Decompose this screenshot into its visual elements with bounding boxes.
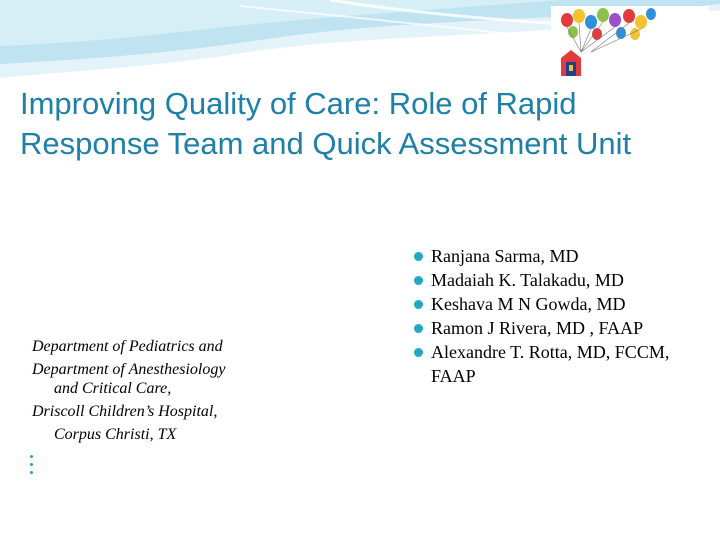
bullet-icon (414, 252, 423, 261)
list-item (412, 292, 712, 316)
affiliation-text: Department of Anesthesiology (32, 361, 226, 378)
affiliation-line (32, 360, 332, 398)
author-list (412, 244, 712, 388)
list-item (412, 340, 681, 388)
affiliation-line: Corpus Christi, TX (54, 426, 177, 443)
author-name: Ranjana Sarma, MD (431, 246, 579, 266)
affiliation-text: and Critical Care, (54, 380, 172, 397)
bullet-icon (414, 324, 423, 333)
list-item (412, 268, 712, 292)
bullet-icon (414, 300, 423, 309)
slide-title: Improving Quality of Care: Role of Rapid Response Team and Quick Assessment Unit (20, 86, 632, 162)
affiliation (32, 337, 332, 448)
author-name: Alexandre T. Rotta, MD, FCCM, FAAP (431, 342, 670, 386)
list-item (412, 244, 712, 268)
author-name: Ramon J Rivera, MD , FAAP (431, 318, 644, 338)
bullet-icon (414, 348, 423, 357)
affiliation-line: Department of Pediatrics and (32, 338, 223, 355)
bullet-icon (414, 276, 423, 285)
balloons-icon (551, 6, 709, 82)
author-name: Madaiah K. Talakadu, MD (431, 270, 624, 290)
author-name: Keshava M N Gowda, MD (431, 294, 626, 314)
affiliation-line: Driscoll Children’s Hospital, (32, 403, 218, 420)
list-item (412, 316, 712, 340)
hospital-logo (551, 6, 709, 82)
ellipsis-dots-icon (30, 455, 34, 479)
